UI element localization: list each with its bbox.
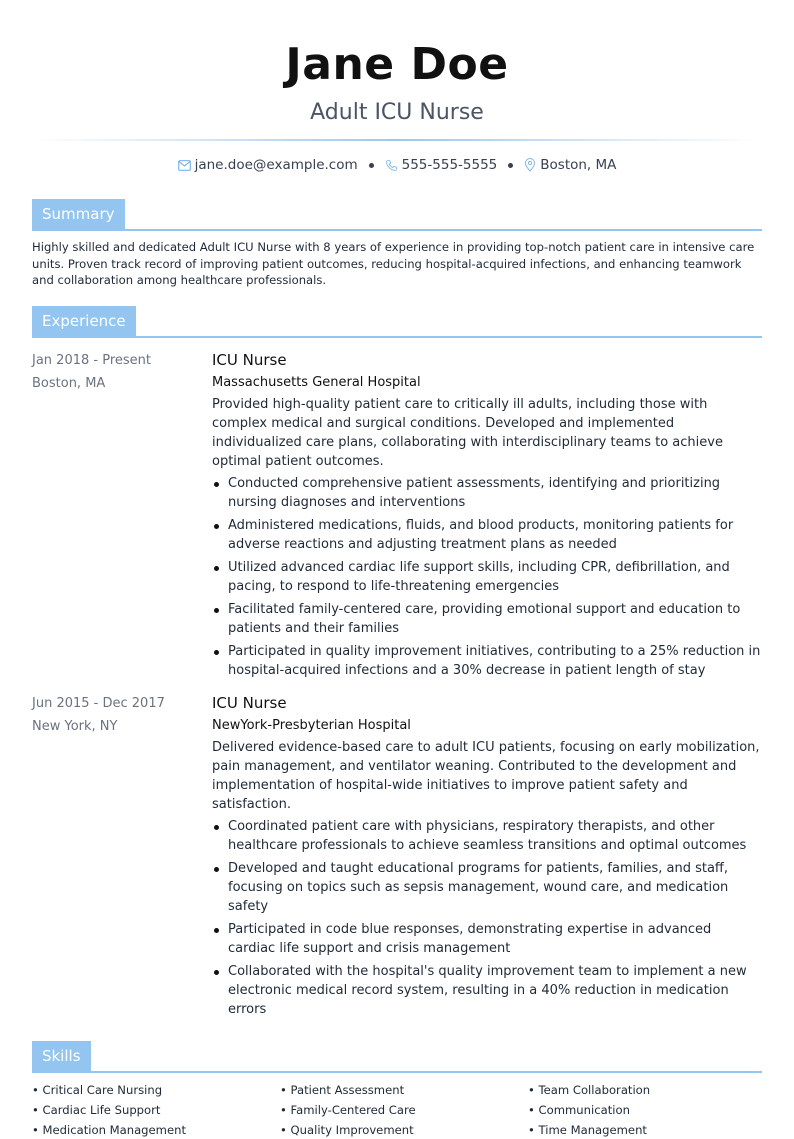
skills-grid — [32, 1082, 762, 1139]
summary-section-header — [32, 199, 762, 231]
job-bullets — [212, 474, 762, 680]
skill-item: • Critical Care Nursing — [32, 1082, 163, 1097]
skills-section-header — [32, 1041, 762, 1073]
location-pin-icon — [524, 158, 536, 172]
contact-separator — [369, 163, 374, 168]
phone-icon — [385, 159, 398, 172]
skill-item: • Time Management — [528, 1122, 647, 1137]
candidate-name: Jane Doe — [285, 39, 509, 90]
job-bullet: Conducted comprehensive patient assessments, identifying and prioritizing nursing diagnoses and interventions — [212, 474, 762, 512]
summary-text: Highly skilled and dedicated Adult ICU Nurse with 8 years of experience in providing top-notch patient care in intensive care units. Proven track record of improving patient outcomes, reducing hospital-acquired infections, and enhancing teamwork and collaboration among healthcare professionals. — [32, 240, 755, 287]
skill-item: • Quality Improvement — [280, 1122, 414, 1137]
job-location: Boston, MA — [32, 375, 106, 391]
job-bullet: Utilized advanced cardiac life support skills, including CPR, defibrillation, and pacing, to respond to life-threatening emergencies — [212, 558, 762, 596]
job-dates: Jun 2015 - Dec 2017 — [32, 695, 165, 711]
contact-separator — [508, 163, 513, 168]
location-text: Boston, MA — [540, 157, 617, 173]
skill-item: • Family-Centered Care — [280, 1102, 416, 1117]
experience-heading: Experience — [32, 306, 136, 336]
header-divider — [32, 139, 762, 141]
summary-heading: Summary — [32, 199, 125, 229]
job-bullet: Facilitated family-centered care, providing emotional support and education to patients and their families — [212, 600, 762, 638]
job-bullet: Developed and taught educational programs for patients, families, and staff, focusing on topics such as sepsis management, wound care, and medication safety — [212, 859, 762, 916]
experience-entry — [32, 692, 762, 1023]
skill-item: • Medication Management — [32, 1122, 186, 1137]
contact-phone[interactable] — [385, 157, 498, 173]
job-role: ICU Nurse — [212, 350, 287, 369]
phone-text: 555-555-5555 — [401, 157, 498, 173]
skill-item: • Patient Assessment — [280, 1082, 405, 1097]
candidate-title: Adult ICU Nurse — [310, 100, 484, 125]
skill-item: • Cardiac Life Support — [32, 1102, 161, 1117]
contact-location — [524, 157, 616, 173]
job-location: New York, NY — [32, 718, 118, 734]
email-text: jane.doe@example.com — [194, 157, 358, 173]
skill-item: • Communication — [528, 1102, 630, 1117]
job-company: NewYork-Presbyterian Hospital — [212, 717, 411, 733]
contact-email[interactable] — [178, 157, 358, 173]
job-bullets — [212, 817, 762, 1019]
contact-bar — [32, 155, 762, 175]
job-description: Provided high-quality patient care to critically ill adults, including those with complex medical and surgical conditions. Developed and implemented individualized care plans, collaborating with interdisciplinary teams to achieve optimal patient outcomes. — [212, 396, 723, 469]
job-company: Massachusetts General Hospital — [212, 374, 421, 390]
job-bullet: Participated in code blue responses, demonstrating expertise in advanced cardiac life support and crisis management — [212, 920, 762, 958]
job-dates: Jan 2018 - Present — [32, 352, 151, 368]
job-bullet: Participated in quality improvement initiatives, contributing to a 25% reduction in hospital-acquired infections and a 30% decrease in patient length of stay — [212, 642, 762, 680]
resume-page — [32, 0, 762, 1139]
skill-item: • Team Collaboration — [528, 1082, 651, 1097]
job-role: ICU Nurse — [212, 693, 287, 712]
job-description: Delivered evidence-based care to adult ICU patients, focusing on early mobilization, pain management, and ventilator weaning. Contributed to the development and implementation of hospital-wide initiatives to improve patient safety and satisfaction. — [212, 739, 760, 812]
experience-entry — [32, 349, 762, 684]
job-bullet: Collaborated with the hospital's quality improvement team to implement a new electronic medical record system, resulting in a 40% reduction in medication errors — [212, 962, 762, 1019]
job-bullet: Administered medications, fluids, and blood products, monitoring patients for adverse reactions and adjusting treatment plans as needed — [212, 516, 762, 554]
experience-section-header — [32, 306, 762, 338]
skills-heading: Skills — [32, 1041, 91, 1071]
envelope-icon — [178, 160, 191, 171]
job-bullet: Coordinated patient care with physicians, respiratory therapists, and other healthcare professionals to achieve seamless transitions and optimal outcomes — [212, 817, 762, 855]
